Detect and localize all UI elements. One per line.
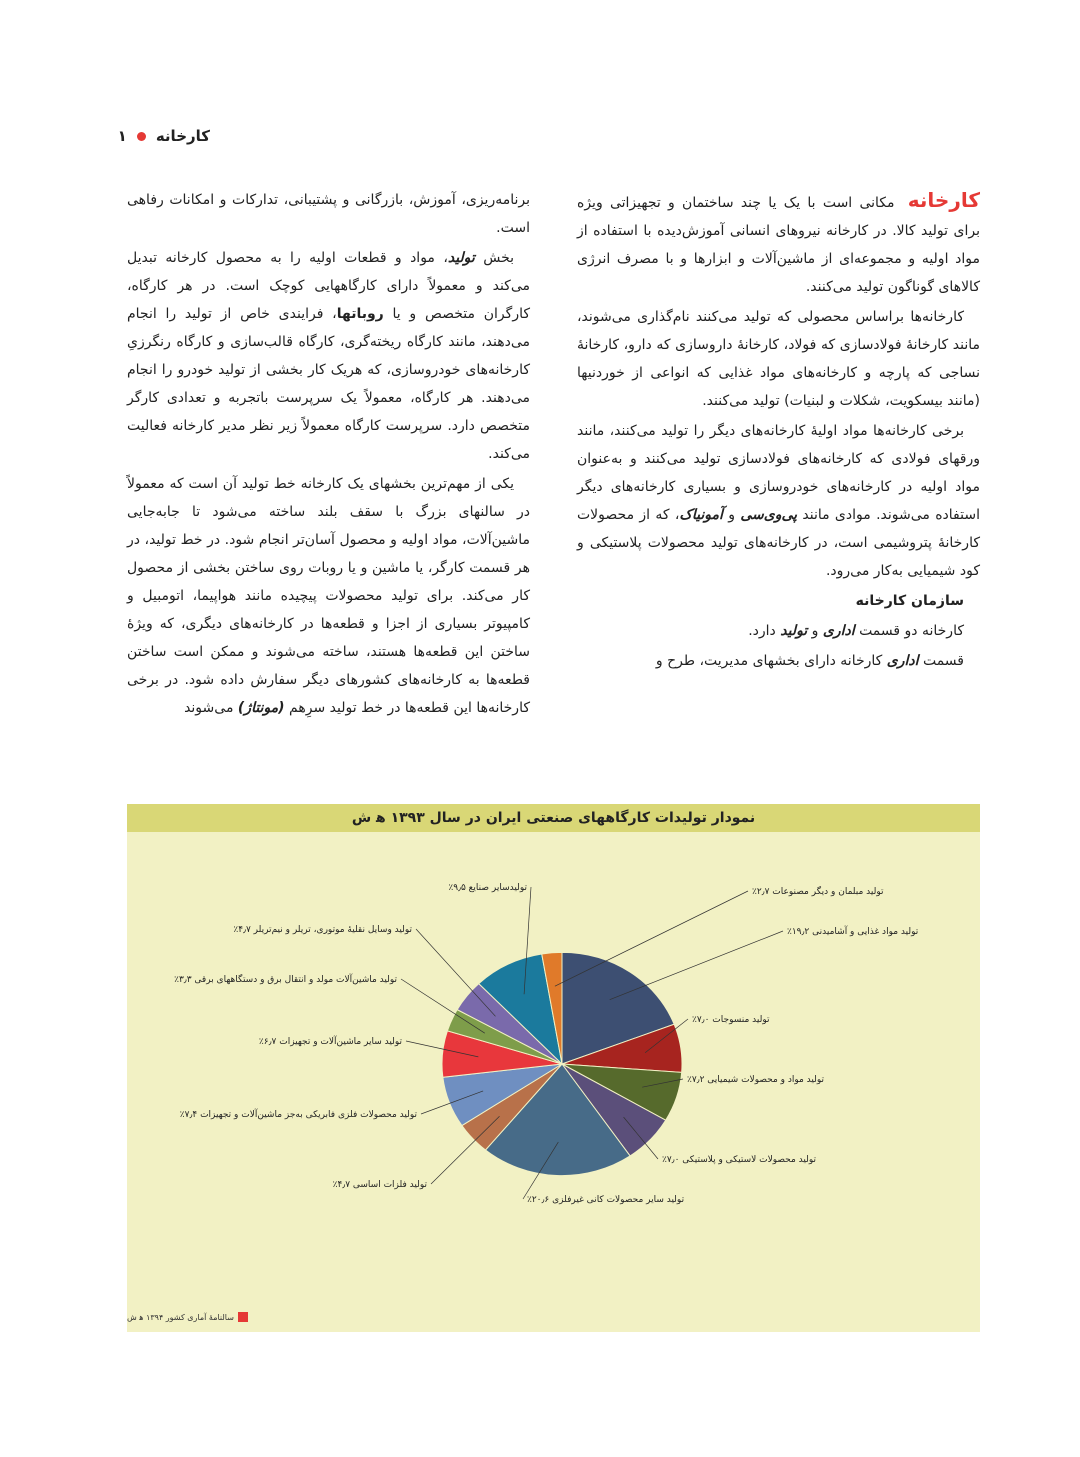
keyword: تولید [780, 623, 808, 639]
paragraph-text: مکانی است با یک یا چند ساختمان و تجهیزاتی ویژه برای تولید کالا. در کارخانه نیروهای انسانی آموزش‌دیده با استفاده از مواد اولیه و مجموعه‌ای از ماشین‌آلات و ابزارها و با مصرف انرژی کالاهای گوناگون تولید می‌کنند. [577, 195, 980, 295]
keyword: آمونیاک [679, 507, 723, 523]
paragraph-text: می‌شوند [184, 700, 234, 716]
page-number: ۱ [117, 127, 127, 145]
paragraph-text: یکی از مهم‌ترین بخشهای یک کارخانه خط تولید آن است که معمولاً در سالنهای بزرگ با سقف بلند ساخته می‌شود تا جابه‌جایی ماشین‌آلات، مواد اولیه و محصول آسان‌تر انجام شود. در خط تولید، در هر قسمت کارگر، یا ماشین و یا روبات روی ساختن بخشی از محصول کار می‌کند. برای تولید محصولات پیچیده مانند هواپیما، اتومبیل و کامپیوتر بسیاری از اجزا و قطعه‌ها در کارخانه‌های دیگری، که ویژهٔ ساختن این قطعه‌ها هستند، ساخته می‌شوند و ممکن است ساختن قطعه‌ها به کارخانه‌های کشورهای دیگر سفارش داده شود. در برخی کارخانه‌ها این قطعه‌ها در خط تولید سرِهم [127, 476, 530, 716]
slice-label: تولید مبلمان و دیگر مصنوعات ۲٫۷٪ [752, 887, 884, 897]
paragraph-text: کارخانه دارای بخشهای مدیریت، طرح و [655, 653, 883, 669]
paragraph-text: ، که از محصولات کارخانهٔ پتروشیمی است، در کارخانه‌های تولید محصولات پلاستیکی و کود شیمیایی به‌کار می‌رود. [577, 507, 980, 579]
paragraph [127, 470, 530, 722]
chart-title: نمودار تولیدات کارگاههای صنعتی ایران در سال ۱۳۹۳ ه‍ ش [127, 804, 980, 832]
slice-label: تولید محصولات فلزی فابریکی به‌جز ماشین‌آلات و تجهیزات ۷٫۴٪ [179, 1110, 417, 1120]
header-title: کارخانه [155, 127, 210, 145]
left-column [127, 186, 530, 724]
paragraph-text: و [811, 623, 819, 639]
keyword: اداری [822, 623, 855, 639]
paragraph-text: کارخانه دو قسمت [859, 623, 964, 639]
slice-label: تولید سایر ماشین‌آلات و تجهیزات ۶٫۷٪ [258, 1037, 402, 1047]
slice-label: تولید فلزات اساسی ۴٫۷٪ [332, 1180, 427, 1190]
chart-source [127, 1312, 248, 1322]
leader-line [416, 929, 495, 1016]
page-header [90, 124, 210, 148]
bullet-dot-icon [137, 132, 146, 141]
paragraph: برنامه‌ریزی، آموزش، بازرگانی و پشتیبانی، تدارکات و امکانات رفاهی است. [127, 192, 530, 236]
paragraph [577, 417, 980, 585]
slice-label: تولید مواد و محصولات شیمیایی ۷٫۲٪ [687, 1075, 825, 1085]
paragraph-text: برخی کارخانه‌ها مواد اولیهٔ کارخانه‌های دیگر را تولید می‌کنند، مانند ورقهای فولادی که کارخانه‌های فولادسازی تولید می‌کنند و به‌عنوان مواد اولیه در کارخانه‌های خودروسازی و بسیاری کارخانه‌های دیگر استفاده می‌شوند. موادی مانند [577, 423, 980, 523]
keyword: تولید [447, 250, 475, 266]
source-text: سالنامهٔ آماری کشور ۱۳۹۴ ه‍ ش [127, 1312, 234, 1322]
right-column [577, 186, 980, 677]
slice-label: تولید وسایل نقلیهٔ موتوری، تریلر و نیم‌تریلر ۴٫۷٪ [233, 925, 412, 935]
keyword: اداری [886, 653, 919, 669]
paragraph-text: ، مواد و قطعات اولیه را به محصول کارخانه تبدیل می‌کند و معمولاً دارای کارگاههایی کوچک است. در هر کارگاه، کارگران متخصص و یا [127, 250, 531, 322]
keyword: پی‌وی‌سی [740, 507, 798, 523]
paragraph [127, 244, 530, 468]
chart-panel [127, 804, 980, 1332]
paragraph [577, 647, 980, 675]
slice-label: تولید محصولات لاستیکی و پلاستیکی ۷٫۰٪ [662, 1155, 817, 1165]
paragraph-text: قسمت [922, 653, 964, 669]
slice-label: تولید سایر محصولات کانی غیرفلزی ۲۰٫۶٪ [527, 1195, 685, 1205]
leader-line [555, 891, 748, 986]
paragraph-text: و [728, 507, 736, 523]
slice-label: تولید ماشین‌آلات مولد و انتقال برق و دستگاههای برقی ۳٫۳٪ [174, 975, 397, 985]
paragraph [577, 186, 980, 301]
keyword: روباتها [336, 306, 384, 322]
paragraph: کارخانه‌ها براساس محصولی که تولید می‌کنند نام‌گذاری می‌شوند، مانند کارخانهٔ فولادسازی که فولاد، کارخانهٔ داروسازی که دارو، کارخانهٔ نساجی که پارچه و کارخانه‌های مواد غذایی که انواعی از خوردنیها (مانند بیسکویت، شکلات و لبنیات) تولید می‌کنند. [577, 309, 980, 409]
paragraph [577, 617, 980, 645]
keyword: (مونتاژ) [237, 700, 285, 716]
section-heading: سازمان کارخانه [855, 593, 964, 609]
lead-word: کارخانه [907, 188, 980, 212]
source-icon [238, 1312, 248, 1322]
slice-label: تولید مواد غذایی و آشامیدنی ۱۹٫۲٪ [787, 927, 919, 937]
slice-label: تولید منسوجات ۷٫۰٪ [692, 1015, 770, 1025]
paragraph-text: ، فرایندی خاص از تولید را انجام می‌دهند، مانند کارگاه ریخته‌گری، کارگاه قالب‌سازی و کارگاه رنگرزیِ کارخانه‌های خودروسازی، که هریک کار بخشی از تولید خودرو را انجام می‌دهند. هر کارگاه، معمولاً یک سرپرست باتجربه و تعدادی کارگر متخصص دارد. سرپرست کارگاه معمولاً زیر نظر مدیر کارخانه فعالیت می‌کند. [127, 306, 530, 462]
paragraph-text: بخش [483, 250, 515, 266]
slice-label: تولیدسایر صنایع ۹٫۵٪ [448, 883, 527, 893]
pie-chart [127, 832, 980, 1332]
paragraph-text: دارد. [748, 623, 776, 639]
leader-line [610, 931, 783, 1000]
